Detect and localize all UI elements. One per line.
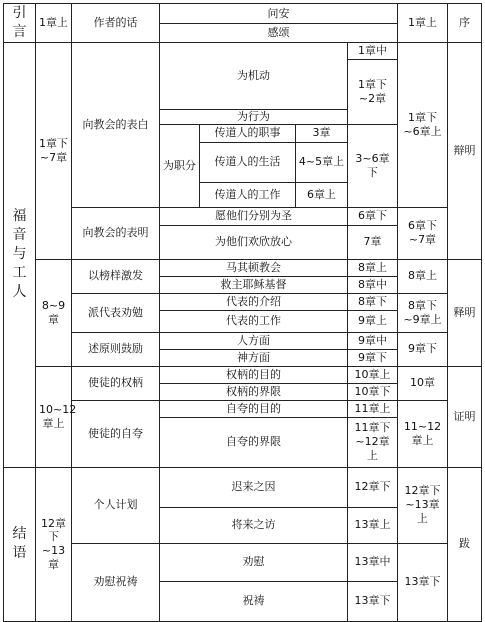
- chapter-cell: 12章下: [348, 467, 398, 507]
- chapter-cell: 6章下: [348, 207, 398, 225]
- item-huanqu: 为他们欢欣放心: [160, 225, 348, 259]
- label-zhengming: 证明: [448, 366, 482, 467]
- label-ba: 跋: [448, 467, 482, 621]
- label-jieyu: 结语: [4, 467, 36, 621]
- chapter-cell: 12章下~13章上: [398, 467, 448, 543]
- chapter-cell: 7章: [348, 225, 398, 259]
- chapter-cell: 8~9章: [36, 259, 72, 366]
- item-daibiao-gongzuo: 代表的工作: [160, 310, 348, 332]
- chapter-cell: 11章上: [348, 400, 398, 417]
- chapter-cell: 13章下: [348, 581, 398, 621]
- chapter-cell: 8章下: [348, 293, 398, 310]
- section-quanbing: 使徒的权柄: [72, 366, 160, 400]
- section-biaobai: 向教会的表白: [72, 42, 160, 207]
- chapter-cell: 8章中: [348, 276, 398, 293]
- item-wenan: 问安: [160, 4, 398, 24]
- chapter-cell: 8章上: [398, 259, 448, 293]
- item-weijidong: 为机动: [160, 42, 348, 109]
- chapter-cell: 6章下~7章: [398, 207, 448, 259]
- section-paiqian: 派代表劝勉: [72, 293, 160, 332]
- item-zikua-mudi: 自夸的目的: [160, 400, 348, 417]
- chapter-cell: 13章中: [348, 543, 398, 581]
- chapter-cell: 10~12章上: [36, 366, 72, 467]
- item-jiuzhu: 救主耶稣基督: [160, 276, 348, 293]
- chapter-cell: 1章下~6章上: [398, 42, 448, 207]
- item-chilai: 迟来之因: [160, 467, 348, 507]
- chapter-cell: 9章下: [398, 332, 448, 366]
- item-zikua-jiexian: 自夸的界限: [160, 417, 348, 467]
- section-zikua: 使徒的自夸: [72, 400, 160, 467]
- outline-table: [3, 3, 482, 622]
- item-gongzuo: 传道人的工作: [200, 182, 296, 207]
- chapter-cell: 13章下: [398, 543, 448, 621]
- item-quanbing-jiexian: 权柄的界限: [160, 383, 348, 400]
- section-bangyang: 以榜样激发: [72, 259, 160, 293]
- chapter-cell: 1章中: [348, 42, 398, 59]
- chapter-cell: 3~6章下: [348, 124, 398, 207]
- item-quanwei: 劝慰: [160, 543, 348, 581]
- item-yuan: 愿他们分别为圣: [160, 207, 348, 225]
- chapter-cell: 10章上: [348, 366, 398, 383]
- chapter-cell: 4~5章上: [296, 142, 348, 182]
- chapter-cell: 12章下~13章: [36, 467, 72, 621]
- chapter-cell: 3章: [296, 124, 348, 142]
- chapter-cell: 11~12章上: [398, 400, 448, 467]
- item-zhudao: 祝祷: [160, 581, 348, 621]
- chapter-cell: 10章: [398, 366, 448, 400]
- section-quanwei: 劝慰祝祷: [72, 543, 160, 621]
- label-bianming: 辩明: [448, 42, 482, 259]
- item-gansong: 感颂: [160, 23, 398, 42]
- item-weizhifen: 为职分: [160, 124, 200, 207]
- chapter-cell: 9章中: [348, 332, 398, 349]
- item-jianglai: 将来之访: [160, 507, 348, 543]
- item-quanbing-mudi: 权柄的目的: [160, 366, 348, 383]
- chapter-cell: 13章上: [348, 507, 398, 543]
- item-weixingwei: 为行为: [160, 109, 348, 124]
- section-biaoming: 向教会的表明: [72, 207, 160, 259]
- item-zhishi: 传道人的职事: [200, 124, 296, 142]
- chapter-cell: 1章上: [398, 4, 448, 43]
- chapter-cell: 9章上: [348, 310, 398, 332]
- chapter-cell: 8章下~9章上: [398, 293, 448, 332]
- chapter-cell: 11章下~12章上: [348, 417, 398, 467]
- item-shenghuo: 传道人的生活: [200, 142, 296, 182]
- label-shiming: 释明: [448, 259, 482, 366]
- item-ren: 人方面: [160, 332, 348, 349]
- label-xu: 序: [448, 4, 482, 43]
- item-shen: 神方面: [160, 349, 348, 366]
- section-zuozhe: 作者的话: [72, 4, 160, 43]
- chapter-cell: 1章上: [36, 4, 72, 43]
- item-madun: 马其顿教会: [160, 259, 348, 276]
- label-yinyan: 引言: [4, 4, 36, 43]
- chapter-cell: 6章上: [296, 182, 348, 207]
- chapter-cell: 1章下~7章: [36, 42, 72, 259]
- chapter-cell: 8章上: [348, 259, 398, 276]
- chapter-cell: 9章下: [348, 349, 398, 366]
- section-yuanze: 述原则鼓励: [72, 332, 160, 366]
- chapter-cell: 10章下: [348, 383, 398, 400]
- item-daibiao-jieshao: 代表的介绍: [160, 293, 348, 310]
- section-geren: 个人计划: [72, 467, 160, 543]
- chapter-cell: 1章下~2章: [348, 59, 398, 124]
- label-fuyin: 福音与工人: [4, 42, 36, 467]
